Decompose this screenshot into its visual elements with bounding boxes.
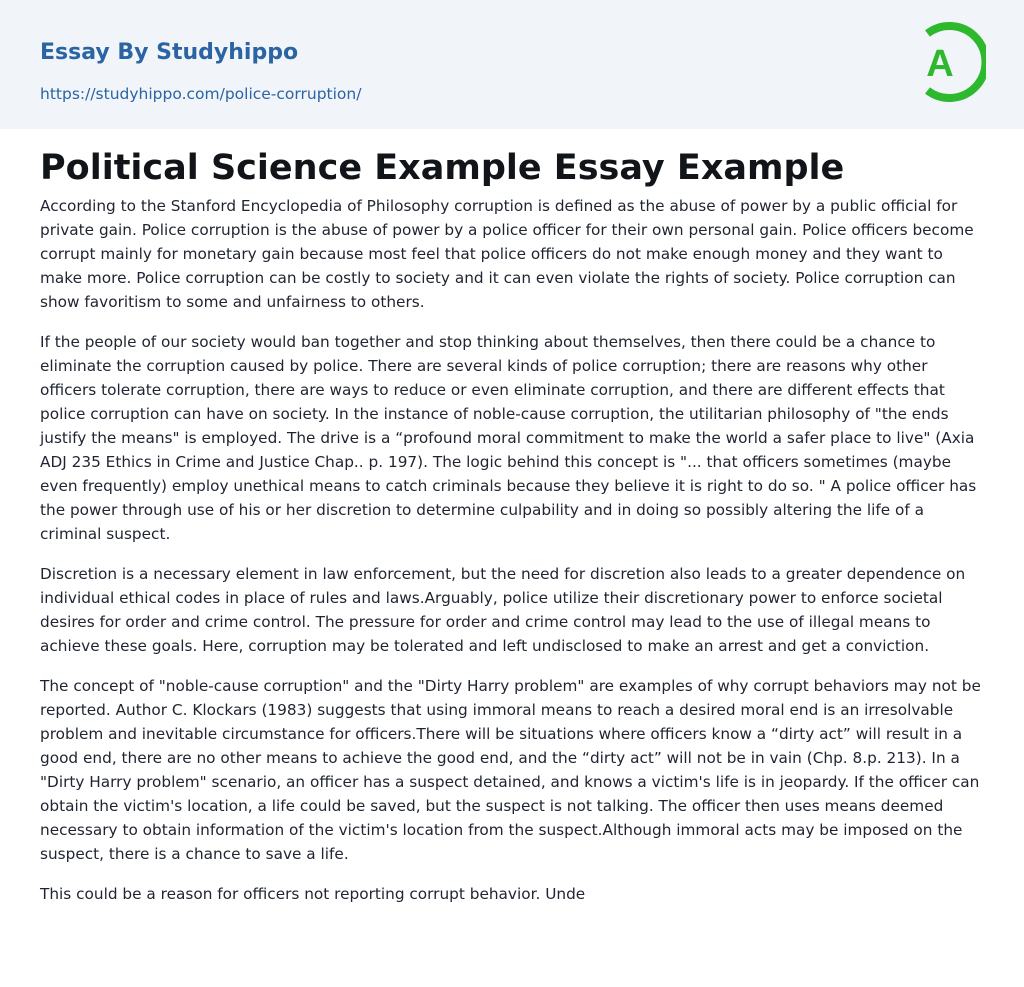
essay-paragraph: According to the Stanford Encyclopedia of Philosophy corruption is defined as the abuse of power by a public official for private gain. Police corruption is the abuse of power by a police officer for their own personal gain. Police officers become corrupt mainly for monetary gain because most feel that police officers do not make enough money and they want to make more. Police corruption can be costly to society and it can even violate the rights of society. Police corruption can show favoritism to some and unfairness to others. — [40, 197, 974, 311]
essay-paragraph: The concept of "noble-cause corruption" and the "Dirty Harry problem" are examples of why corrupt behaviors may not be reported. Author C. Klockars (1983) suggests that using immoral means to reach a desired moral end is an irresolvable problem and inevitable circumstance for officers.There will be situations where officers know a “dirty act” will result in a good end, there are no other means to achieve the good end, and the “dirty act” will not be in vain (Chp. 8.p. 213). In a "Dirty Harry problem" scenario, an officer has a suspect detained, and knows a victim's life is in jeopardy. If the officer can obtain the victim's location, a life could be saved, but the suspect is not talking. The officer then uses means deemed necessary to obtain information of the victim's location from the suspect.Although immoral acts may be imposed on the suspect, there is a chance to save a life. — [40, 677, 981, 863]
essay-paragraph: If the people of our society would ban together and stop thinking about themselves, then there could be a chance to eliminate the corruption caused by police. There are several kinds of police corruption; there are reasons why other officers tolerate corruption, there are ways to reduce or even eliminate corruption, and there are different effects that police corruption can have on society. In the instance of noble-cause corruption, the utilitarian philosophy of "the ends justify the means" is employed. The drive is a “profound moral commitment to make the world a safer place to live" (Axia ADJ 235 Ethics in Crime and Justice Chap.. p. 197). The logic behind this concept is "... that officers sometimes (maybe even frequently) employ unethical means to catch criminals because they believe it is right to do so. " A police officer has the power through use of his or her discretion to determine culpability and in doing so possibly altering the life of a criminal suspect. — [40, 333, 977, 543]
logo-letter: A — [926, 43, 954, 85]
essay-paragraph: This could be a reason for officers not reporting corrupt behavior. Unde — [40, 885, 586, 903]
essay-title: Political Science Example Essay Example — [40, 148, 845, 188]
essay-body — [40, 194, 988, 922]
site-brand[interactable]: Essay By Studyhippo — [40, 40, 299, 65]
essay-paragraph: Discretion is a necessary element in law enforcement, but the need for discretion also leads to a greater dependence on individual ethical codes in place of rules and laws.Arguably, police utilize their discretionary power to enforce societal desires for order and crime control. The pressure for order and crime control may lead to the use of illegal means to achieve these goals. Here, corruption may be tolerated and left undisclosed to make an arrest and get a conviction. — [40, 565, 966, 655]
studyhippo-logo-icon[interactable] — [912, 19, 986, 105]
source-url-link[interactable]: https://studyhippo.com/police-corruption/ — [40, 85, 362, 103]
